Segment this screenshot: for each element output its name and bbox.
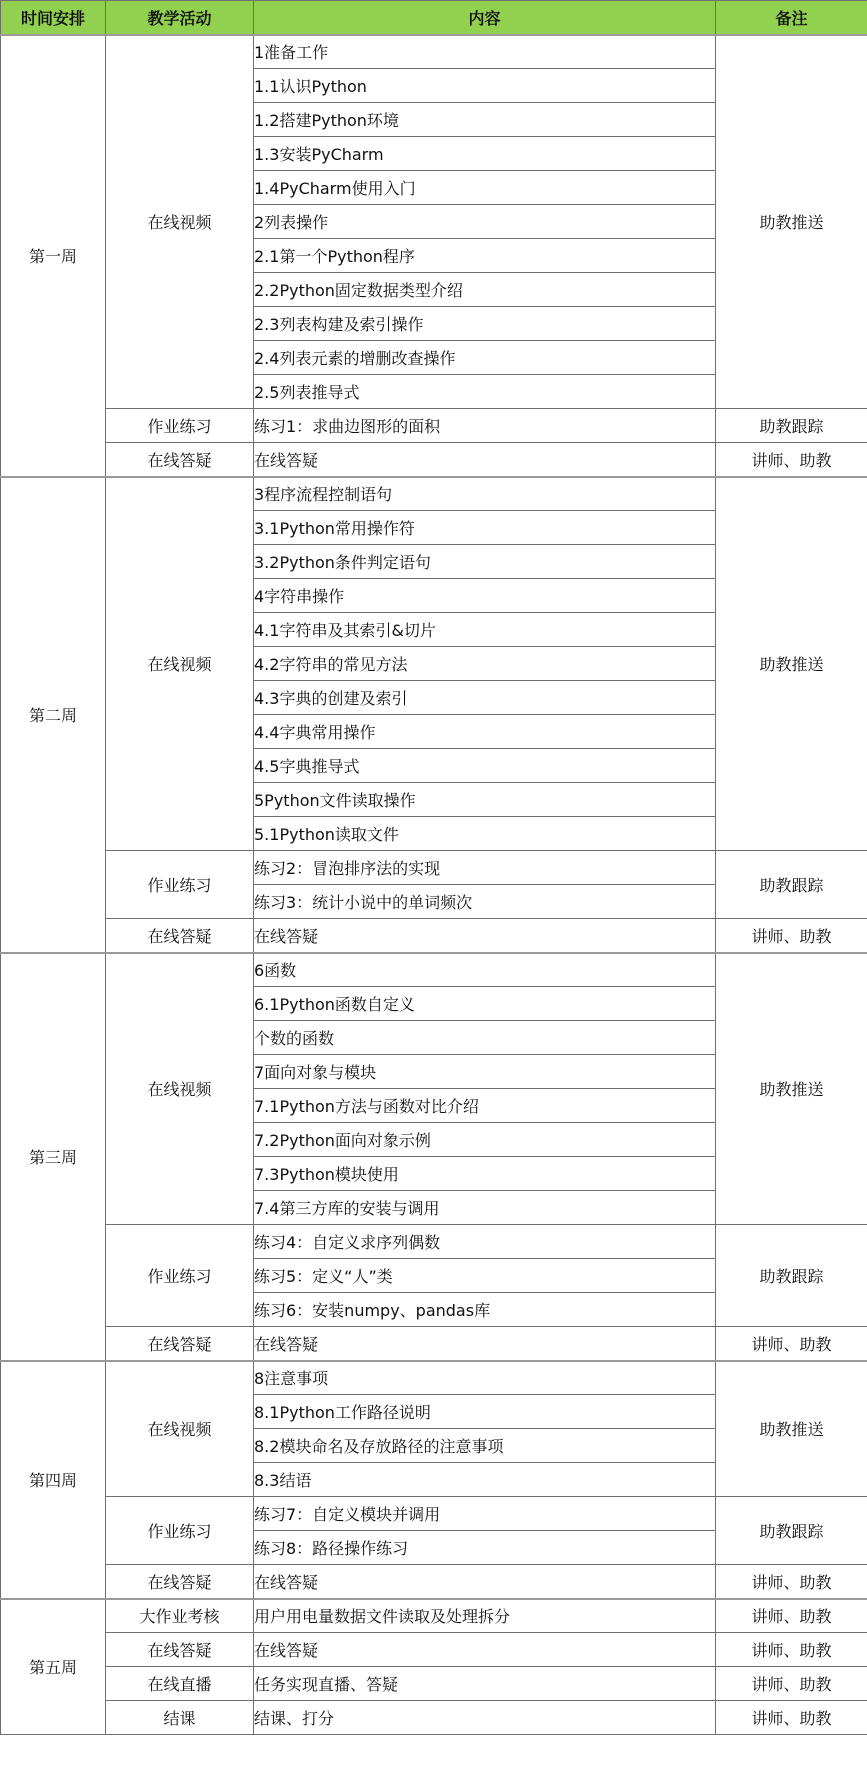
note-cell: 助教推送 (716, 477, 867, 851)
activity-cell: 结课 (106, 1701, 254, 1735)
note-cell: 讲师、助教 (716, 443, 867, 477)
table-row (1, 1701, 867, 1735)
content-cell: 1.2搭建Python环境 (254, 103, 716, 137)
content-cell: 练习4：自定义求序列偶数 (254, 1225, 716, 1259)
note-cell: 助教推送 (716, 1361, 867, 1497)
table-row (1, 1565, 867, 1599)
note-cell: 讲师、助教 (716, 1599, 867, 1633)
week-label: 第三周 (1, 953, 106, 1361)
activity-cell: 作业练习 (106, 851, 254, 919)
content-cell: 练习7：自定义模块并调用 (254, 1497, 716, 1531)
note-cell: 讲师、助教 (716, 1667, 867, 1701)
activity-cell: 在线答疑 (106, 1565, 254, 1599)
content-cell: 5.1Python读取文件 (254, 817, 716, 851)
content-cell: 8.1Python工作路径说明 (254, 1395, 716, 1429)
note-cell: 助教跟踪 (716, 851, 867, 919)
content-cell: 在线答疑 (254, 443, 716, 477)
content-cell: 在线答疑 (254, 1327, 716, 1361)
content-cell: 7.3Python模块使用 (254, 1157, 716, 1191)
note-cell: 助教跟踪 (716, 1497, 867, 1565)
content-cell: 7.4第三方库的安装与调用 (254, 1191, 716, 1225)
content-cell: 用户用电量数据文件读取及处理拆分 (254, 1599, 716, 1633)
activity-cell: 在线答疑 (106, 1327, 254, 1361)
activity-cell: 在线直播 (106, 1667, 254, 1701)
content-cell: 在线答疑 (254, 1565, 716, 1599)
content-cell: 4.1字符串及其索引&切片 (254, 613, 716, 647)
content-cell: 在线答疑 (254, 919, 716, 953)
note-cell: 助教推送 (716, 953, 867, 1225)
content-cell: 练习8：路径操作练习 (254, 1531, 716, 1565)
week-label: 第五周 (1, 1599, 106, 1735)
note-cell: 助教跟踪 (716, 1225, 867, 1327)
table-row (1, 1599, 867, 1633)
activity-cell: 作业练习 (106, 409, 254, 443)
activity-cell: 作业练习 (106, 1225, 254, 1327)
content-cell: 个数的函数 (254, 1021, 716, 1055)
table-row (1, 409, 867, 443)
content-cell: 2.5列表推导式 (254, 375, 716, 409)
table-row (1, 1633, 867, 1667)
content-cell: 1.4PyCharm使用入门 (254, 171, 716, 205)
note-cell: 讲师、助教 (716, 1701, 867, 1735)
table-row (1, 477, 867, 511)
content-cell: 3.2Python条件判定语句 (254, 545, 716, 579)
content-cell: 4.2字符串的常见方法 (254, 647, 716, 681)
header-time: 时间安排 (1, 1, 106, 35)
content-cell: 7面向对象与模块 (254, 1055, 716, 1089)
table-row (1, 1361, 867, 1395)
content-cell: 3.1Python常用操作符 (254, 511, 716, 545)
header-activity: 教学活动 (106, 1, 254, 35)
content-cell: 1准备工作 (254, 35, 716, 69)
content-cell: 4.4字典常用操作 (254, 715, 716, 749)
table-row (1, 1497, 867, 1531)
activity-cell: 在线答疑 (106, 919, 254, 953)
content-cell: 练习3：统计小说中的单词频次 (254, 885, 716, 919)
content-cell: 7.1Python方法与函数对比介绍 (254, 1089, 716, 1123)
header-note: 备注 (716, 1, 867, 35)
week-label: 第四周 (1, 1361, 106, 1599)
content-cell: 2.3列表构建及索引操作 (254, 307, 716, 341)
content-cell: 8.2模块命名及存放路径的注意事项 (254, 1429, 716, 1463)
content-cell: 在线答疑 (254, 1633, 716, 1667)
content-cell: 4字符串操作 (254, 579, 716, 613)
header-row (1, 1, 867, 35)
activity-cell: 作业练习 (106, 1497, 254, 1565)
content-cell: 8注意事项 (254, 1361, 716, 1395)
table-row (1, 35, 867, 69)
activity-cell: 在线视频 (106, 953, 254, 1225)
content-cell: 3程序流程控制语句 (254, 477, 716, 511)
content-cell: 4.5字典推导式 (254, 749, 716, 783)
table-row (1, 1327, 867, 1361)
activity-cell: 在线视频 (106, 477, 254, 851)
table-row (1, 919, 867, 953)
note-cell: 助教推送 (716, 35, 867, 409)
table-row (1, 1667, 867, 1701)
note-cell: 讲师、助教 (716, 1633, 867, 1667)
content-cell: 6.1Python函数自定义 (254, 987, 716, 1021)
activity-cell: 在线视频 (106, 1361, 254, 1497)
content-cell: 2列表操作 (254, 205, 716, 239)
content-cell: 练习6：安装numpy、pandas库 (254, 1293, 716, 1327)
note-cell: 助教跟踪 (716, 409, 867, 443)
week-label: 第二周 (1, 477, 106, 953)
content-cell: 6函数 (254, 953, 716, 987)
content-cell: 4.3字典的创建及索引 (254, 681, 716, 715)
content-cell: 结课、打分 (254, 1701, 716, 1735)
activity-cell: 在线答疑 (106, 443, 254, 477)
table-row (1, 443, 867, 477)
table-row (1, 851, 867, 885)
table-row (1, 953, 867, 987)
schedule-body (1, 35, 867, 1735)
activity-cell: 在线答疑 (106, 1633, 254, 1667)
content-cell: 8.3结语 (254, 1463, 716, 1497)
week-label: 第一周 (1, 35, 106, 477)
content-cell: 练习5：定义“人”类 (254, 1259, 716, 1293)
activity-cell: 在线视频 (106, 35, 254, 409)
content-cell: 练习1：求曲边图形的面积 (254, 409, 716, 443)
content-cell: 任务实现直播、答疑 (254, 1667, 716, 1701)
note-cell: 讲师、助教 (716, 1565, 867, 1599)
content-cell: 练习2：冒泡排序法的实现 (254, 851, 716, 885)
header-content: 内容 (254, 1, 716, 35)
content-cell: 2.4列表元素的增删改查操作 (254, 341, 716, 375)
content-cell: 2.2Python固定数据类型介绍 (254, 273, 716, 307)
note-cell: 讲师、助教 (716, 919, 867, 953)
activity-cell: 大作业考核 (106, 1599, 254, 1633)
content-cell: 1.1认识Python (254, 69, 716, 103)
content-cell: 7.2Python面向对象示例 (254, 1123, 716, 1157)
content-cell: 2.1第一个Python程序 (254, 239, 716, 273)
content-cell: 1.3安装PyCharm (254, 137, 716, 171)
content-cell: 5Python文件读取操作 (254, 783, 716, 817)
table-row (1, 1225, 867, 1259)
note-cell: 讲师、助教 (716, 1327, 867, 1361)
